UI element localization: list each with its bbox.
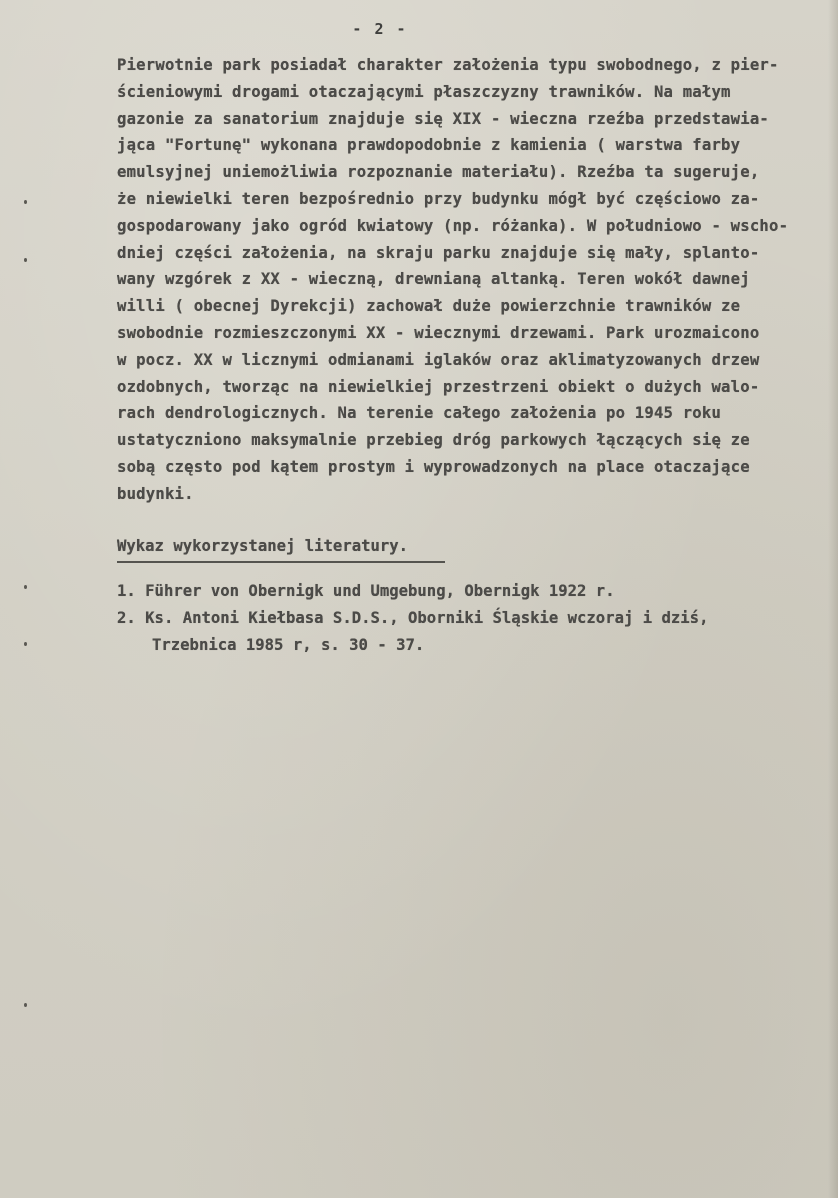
text-line: jąca "Fortunę" wykonana prawdopodobnie z kamienia ( warstwa farby [117,136,741,155]
text-line: swobodnie rozmieszczonymi XX - wiecznymi drzewami. Park urozmaicono [117,323,760,342]
text-line: willi ( obecnej Dyrekcji) zachował duże powierzchnie trawników ze [117,297,741,316]
punch-hole-mark [24,258,27,262]
text-line: rach dendrologicznych. Na terenie całego założenia po 1945 roku [117,404,722,423]
text-line: ozdobnych, tworząc na niewielkiej przestrzeni obiekt o dużych walo- [117,377,760,396]
literature-item-1: 1. Führer von Obernigk und Umgebung, Obernigk 1922 r. [117,582,615,600]
text-line: ustatyczniono maksymalnie przebieg dróg parkowych łączących się ze [117,431,750,450]
page-number: - 2 - [352,20,408,38]
punch-hole-mark [24,200,27,204]
text-line: Pierwotnie park posiadał charakter założenia typu swobodnego, z pier- [117,56,779,74]
text-line: że niewielki teren bezpośrednio przy budynku mógł być częściowo za- [117,189,760,208]
literature-item-2: 2. Ks. Antoni Kiełbasa S.D.S., Oborniki Śląskie wczoraj i dziś, [117,608,709,627]
punch-hole-mark [24,1003,27,1007]
page-edge-shadow [828,0,838,1198]
text-line: wany wzgórek z XX - wieczną, drewnianą altanką. Teren wokół dawnej [117,270,750,289]
text-line: ścieniowymi drogami otaczającymi płaszczyzny trawników. Na małym [117,82,731,101]
body-paragraph [117,52,829,508]
text-line: budynki. [117,484,194,503]
text-line: sobą często pod kątem prostym i wyprowadzonych na place otaczające [117,457,750,476]
literature-heading: Wykaz wykorzystanej literatury. [117,537,409,555]
literature-item-2-continuation: Trzebnica 1985 r, s. 30 - 37. [152,635,425,654]
text-line: dniej części założenia, na skraju parku znajduje się mały, splanto- [117,243,760,262]
text-line: gospodarowany jako ogród kwiatowy (np. różanka). W południowo - wscho- [117,216,789,235]
text-line: w pocz. XX w licznymi odmianami iglaków oraz aklimatyzowanych drzew [117,350,760,369]
heading-underline [117,561,445,563]
literature-list [117,578,829,658]
text-line: emulsyjnej uniemożliwia rozpoznanie materiału). Rzeźba ta sugeruje, [117,163,760,182]
punch-hole-mark [24,585,27,589]
text-line: gazonie za sanatorium znajduje się XIX - wieczna rzeźba przedstawia- [117,109,769,128]
punch-hole-mark [24,642,27,646]
